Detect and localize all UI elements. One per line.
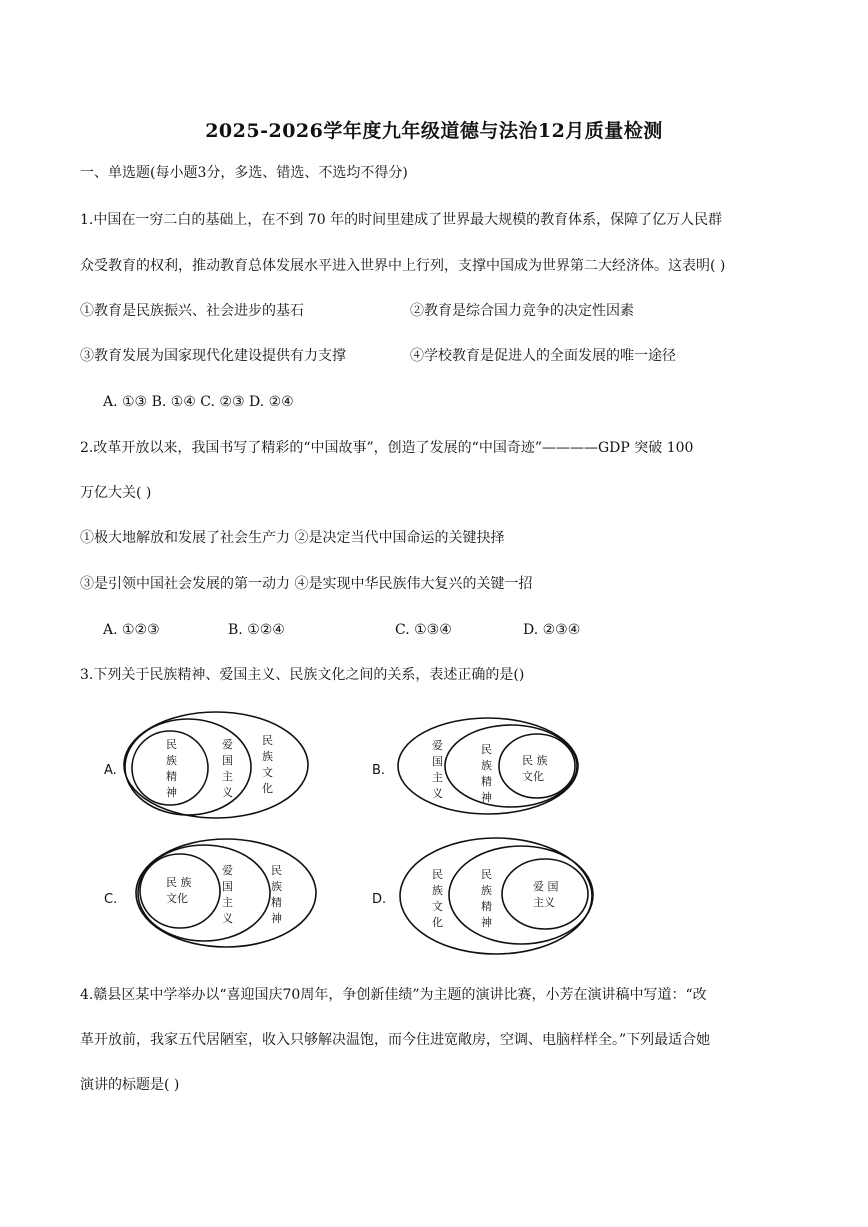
diagram-d xyxy=(372,838,593,954)
q2-answer-d: D. ②③④ xyxy=(523,622,581,638)
q4-stem-line2: 革开放前，我家五代居陋室，收入只够解决温饱，而今住进宽敞房，空调、电脑样样全。”下列最适合她 xyxy=(80,1032,711,1048)
diagram-c xyxy=(104,839,316,947)
diagram-d-label: D. xyxy=(372,892,387,907)
q4-stem-line3: 演讲的标题是( ) xyxy=(80,1077,180,1093)
section-heading: 一、单选题(每小题3分，多选、错选、不选均不得分) xyxy=(80,165,408,181)
diagram-a-outer-text: 民族文化 xyxy=(262,734,273,795)
q1-answer-choices: A. ①③ B. ①④ C. ②③ D. ②④ xyxy=(103,394,294,410)
diagram-c-outer-text: 民族精神 xyxy=(271,864,282,925)
diagram-b-label: B. xyxy=(372,763,386,778)
q2-answer-a: A. ①②③ xyxy=(103,622,160,638)
q2-options-line1: ①极大地解放和发展了社会生产力 ②是决定当代中国命运的关键抉择 xyxy=(80,530,505,546)
q4-stem-line1: 4.赣县区某中学举办以“喜迎国庆70周年，争创新佳绩”为主题的演讲比赛，小芳在演讲稿中写道：“改 xyxy=(80,987,707,1003)
q2-stem-line2: 万亿大关( ) xyxy=(80,485,152,501)
q1-option-1: ①教育是民族振兴、社会进步的基石 xyxy=(80,303,304,319)
diagram-a-middle-text: 爱国主义 xyxy=(222,738,233,799)
diagram-c-middle-text: 爱国主义 xyxy=(222,864,233,925)
diagram-d-inner-ellipse xyxy=(502,859,588,929)
diagram-c-inner-text: 民 族文化 xyxy=(166,876,192,905)
q1-stem-line2: 众受教育的权利，推动教育总体发展水平进入世界中上行列，支撑中国成为世界第二大经济体。这表明( ) xyxy=(80,258,726,274)
page-title: 2025-2026学年度九年级道德与法治12月质量检测 xyxy=(205,120,663,142)
diagram-d-inner-text: 爱 国主义 xyxy=(533,880,559,909)
diagram-a-inner-text: 民族精神 xyxy=(166,738,177,799)
q1-option-3: ③教育发展为国家现代化建设提供有力支撑 xyxy=(80,348,346,364)
diagram-b-middle-text: 民族精神 xyxy=(481,743,492,804)
q1-stem-line1: 1.中国在一穷二白的基础上，在不到 70 年的时间里建成了世界最大规模的教育体系，保障了亿万人民群 xyxy=(80,212,723,228)
q3-stem: 3.下列关于民族精神、爱国主义、民族文化之间的关系，表述正确的是() xyxy=(80,667,525,683)
diagram-b-middle-ellipse xyxy=(445,725,577,807)
q2-answer-c: C. ①③④ xyxy=(395,622,452,638)
q1-option-2: ②教育是综合国力竞争的决定性因素 xyxy=(410,303,634,319)
diagram-d-middle-text: 民族精神 xyxy=(481,868,492,929)
diagram-b-inner-text: 民 族文化 xyxy=(522,754,548,783)
q2-answer-b: B. ①②④ xyxy=(228,622,285,638)
q2-options-line2: ③是引领中国社会发展的第一动力 ④是实现中华民族伟大复兴的关键一招 xyxy=(80,576,533,592)
diagram-b xyxy=(372,718,578,814)
q3-diagrams-svg xyxy=(96,700,616,960)
q1-option-4: ④学校教育是促进人的全面发展的唯一途径 xyxy=(410,348,676,364)
diagram-c-inner-ellipse xyxy=(140,854,220,928)
diagram-a xyxy=(104,712,308,818)
q2-stem-line1: 2.改革开放以来，我国书写了精彩的“中国故事”，创造了发展的“中国奇迹”————GDP 突破 100 xyxy=(80,440,694,456)
diagram-a-label: A. xyxy=(104,763,117,778)
diagram-b-outer-text: 爱国主义 xyxy=(432,739,443,800)
diagram-c-label: C. xyxy=(104,892,118,907)
diagram-d-outer-text: 民族文化 xyxy=(432,868,443,929)
q3-diagrams xyxy=(96,700,616,960)
diagram-d-middle-ellipse xyxy=(449,846,593,944)
